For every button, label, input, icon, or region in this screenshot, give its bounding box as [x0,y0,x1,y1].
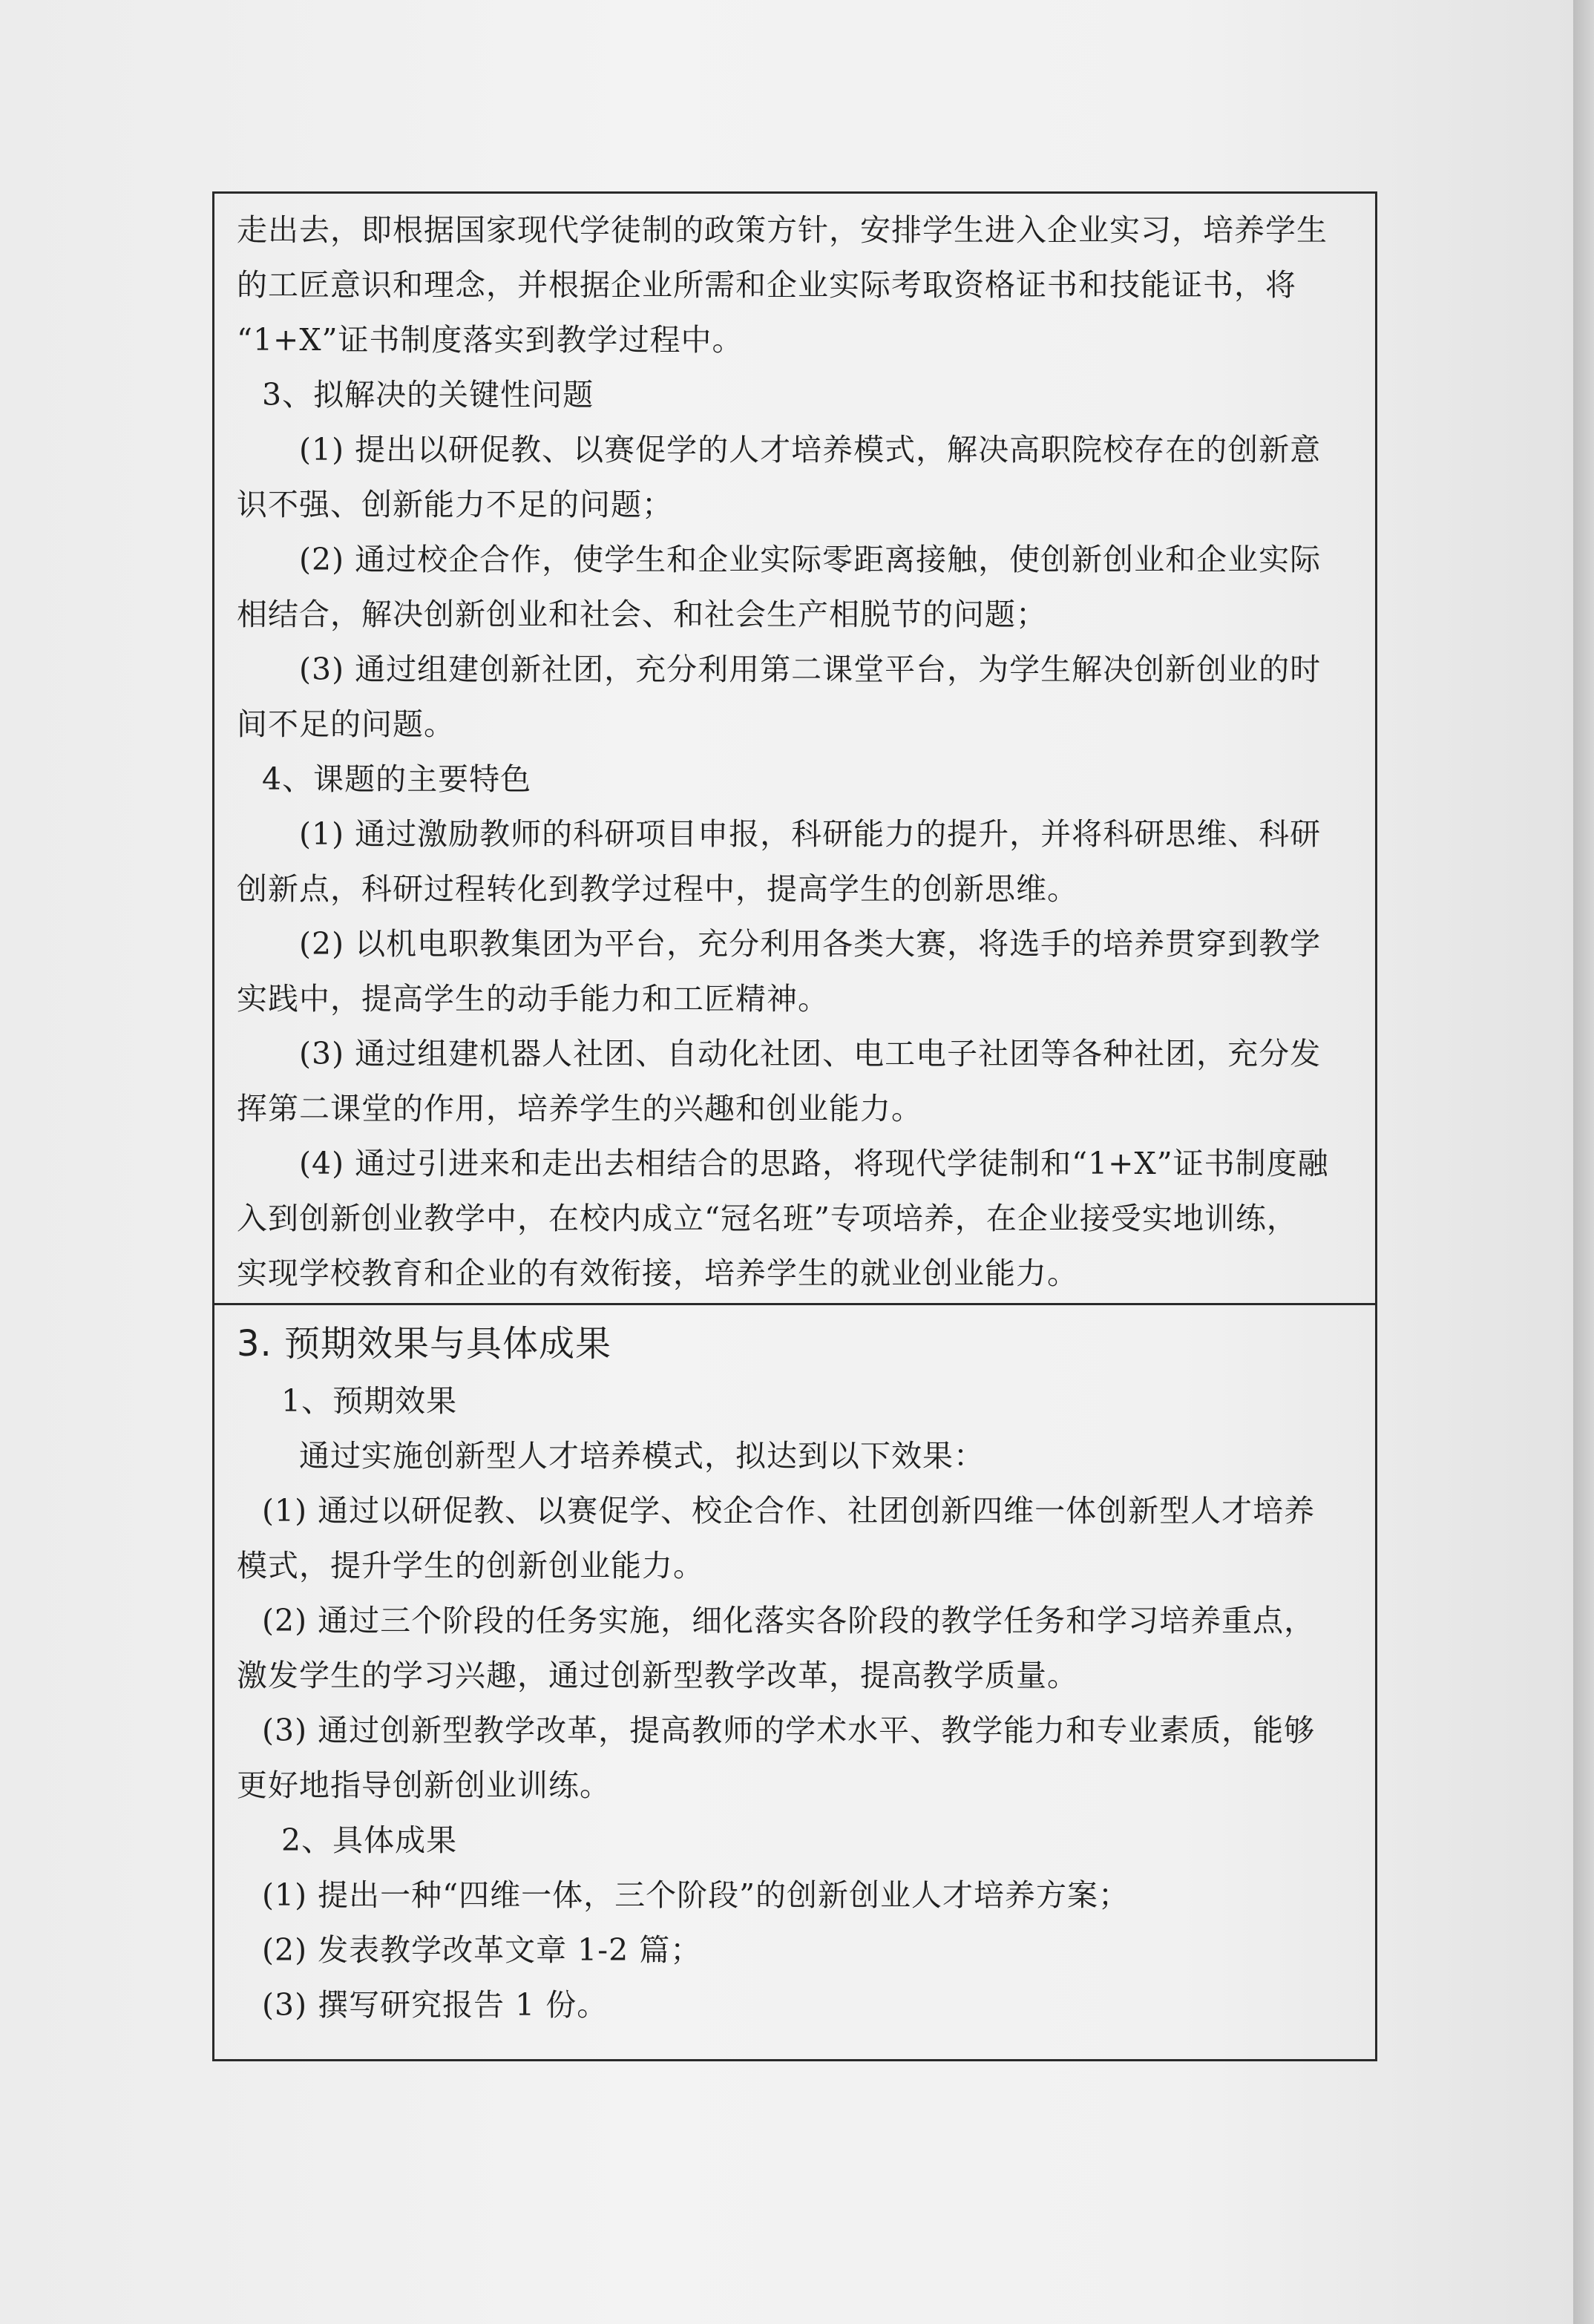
feature-item: (1) 通过激励教师的科研项目申报，科研能力的提升，并将科研思维、科研 [299,816,1322,852]
research-content-cell [214,194,1375,1305]
expected-results-heading: 3. 预期效果与具体成果 [237,1323,612,1365]
result-item: (2) 发表教学改革文章 1-2 篇； [262,1932,702,1968]
intro-line: “1+X”证书制度落实到教学过程中。 [237,322,744,358]
feature-item: (3) 通过组建机器人社团、自动化社团、电工电子社团等各种社团，充分发 [299,1036,1322,1071]
effect-item: (1) 通过以研促教、以赛促学、校企合作、社团创新四维一体创新型人才培养 [262,1493,1316,1529]
problem-item: (2) 通过校企合作，使学生和企业实际零距离接触，使创新创业和企业实际 [299,542,1322,577]
problem-item: (1) 提出以研促教、以赛促学的人才培养模式，解决高职院校存在的创新意 [299,432,1322,467]
effect-item-cont: 更好地指导创新创业训练。 [237,1767,611,1803]
expected-results-cell [214,1305,1375,2059]
problem-item-cont: 识不强、创新能力不足的问题； [237,487,673,522]
problem-item: (3) 通过组建创新社团，充分利用第二课堂平台，为学生解决创新创业的时 [299,651,1322,687]
effect-item-cont: 激发学生的学习兴趣，通过创新型教学改革，提高教学质量。 [237,1658,1078,1693]
feature-item-cont: 实践中，提高学生的动手能力和工匠精神。 [237,981,829,1017]
result-item: (1) 提出一种“四维一体，三个阶段”的创新创业人才培养方案； [262,1877,1130,1913]
intro-line: 的工匠意识和理念，并根据企业所需和企业实际考取资格证书和技能证书，将 [237,267,1296,303]
features-heading: 4、课题的主要特色 [262,761,532,797]
feature-item: (2) 以机电职教集团为平台，充分利用各类大赛，将选手的培养贯穿到教学 [299,926,1322,962]
feature-item-cont: 创新点，科研过程转化到教学过程中，提高学生的创新思维。 [237,871,1078,907]
results-heading: 2、具体成果 [281,1822,458,1858]
effect-item-cont: 模式，提升学生的创新创业能力。 [237,1548,704,1583]
form-table [212,191,1377,2061]
key-problems-heading: 3、拟解决的关键性问题 [262,377,594,413]
feature-item-cont: 挥第二课堂的作用，培养学生的兴趣和创业能力。 [237,1091,922,1126]
feature-item: (4) 通过引进来和走出去相结合的思路，将现代学徒制和“1+X”证书制度融 [299,1146,1329,1181]
result-item: (3) 撰写研究报告 1 份。 [262,1987,609,2023]
intro-line: 走出去，即根据国家现代学徒制的政策方针，安排学生进入企业实习，培养学生 [237,212,1328,248]
feature-item-cont: 入到创新创业教学中，在校内成立“冠名班”专项培养，在企业接受实地训练， [237,1201,1298,1236]
effect-item: (3) 通过创新型教学改革，提高教师的学术水平、教学能力和专业素质，能够 [262,1713,1316,1748]
effects-heading: 1、预期效果 [281,1383,458,1419]
effect-item: (2) 通过三个阶段的任务实施，细化落实各阶段的教学任务和学习培养重点， [262,1603,1316,1638]
feature-item-cont: 实现学校教育和企业的有效衔接，培养学生的就业创业能力。 [237,1255,1078,1291]
page-binding-edge [1573,0,1594,2324]
problem-item-cont: 间不足的问题。 [237,706,455,742]
problem-item-cont: 相结合，解决创新创业和社会、和社会生产相脱节的问题； [237,597,1047,632]
effects-intro: 通过实施创新型人才培养模式，拟达到以下效果： [299,1438,985,1474]
